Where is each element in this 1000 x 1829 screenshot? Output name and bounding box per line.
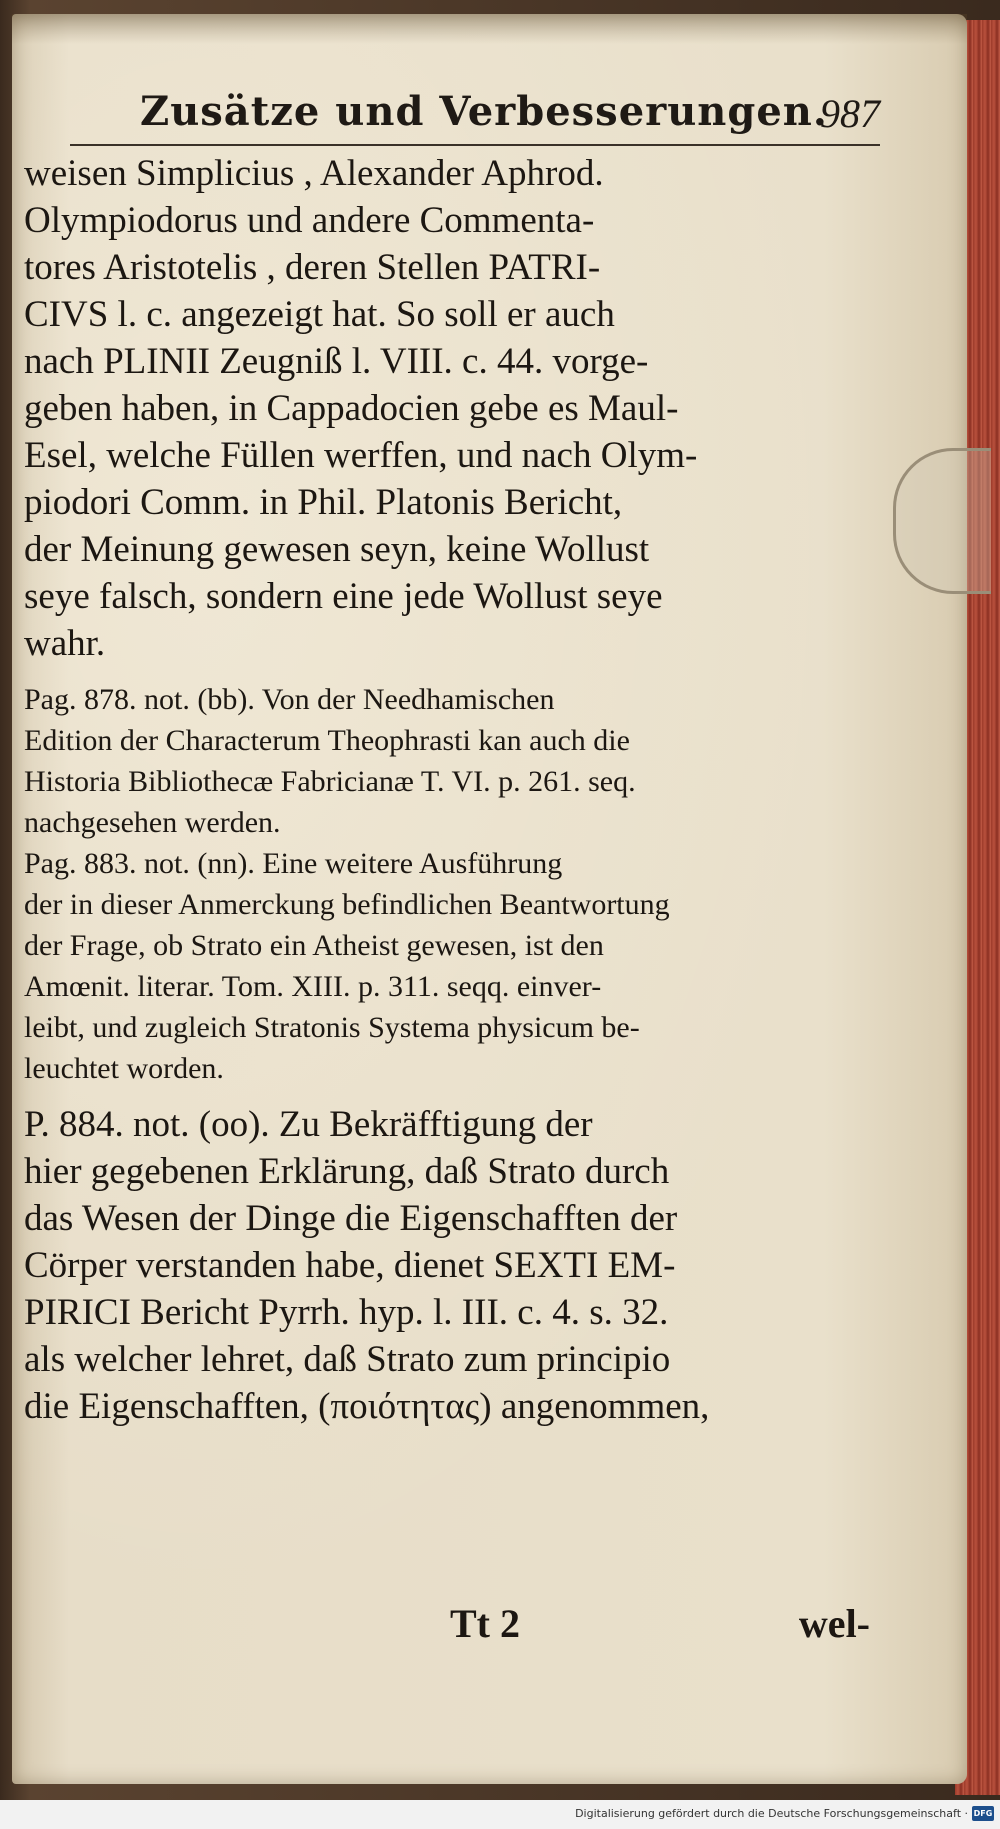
text-line: nach PLINII Zeugniß l. VIII. c. 44. vorge- <box>24 341 649 382</box>
text-line: Pag. 878. not. (bb). Von der Needhamischen <box>24 683 555 716</box>
signature-mark: Tt 2 <box>450 1601 520 1646</box>
text-line: seye falsch, sondern eine jede Wollust seye <box>24 576 663 617</box>
paragraph-gap <box>24 667 864 679</box>
footer-bar <box>0 1800 1000 1829</box>
text-line: als welcher lehret, daß Strato zum principio <box>24 1339 671 1380</box>
text-line: Amœnit. literar. Tom. XIII. p. 311. seqq. einver- <box>24 970 602 1003</box>
text-line: die Eigenschafften, (ποιότητας) angenommen, <box>24 1386 710 1427</box>
text-line: weisen Simplicius , Alexander Aphrod. <box>24 153 604 194</box>
text-line: Olympiodorus und andere Commenta- <box>24 200 595 241</box>
running-head <box>70 88 880 146</box>
text-line: der in dieser Anmerckung befindlichen Beantwortung <box>24 888 670 921</box>
text-line: tores Aristotelis , deren Stellen PATRI- <box>24 247 601 288</box>
text-line: Historia Bibliothecæ Fabricianæ T. VI. p. 261. seq. <box>24 765 636 798</box>
running-head-title: Zusätze und Verbesserungen. <box>140 88 828 135</box>
text-line: CIVS l. c. angezeigt hat. So soll er auch <box>24 294 615 335</box>
body-text <box>24 150 864 1430</box>
text-line: leibt, und zugleich Stratonis Systema physicum be- <box>24 1011 640 1044</box>
text-line: P. 884. not. (oo). Zu Bekräfftigung der <box>24 1104 593 1145</box>
dfg-logo: DFG <box>972 1806 994 1821</box>
text-line: Esel, welche Füllen werffen, und nach Olym- <box>24 435 698 476</box>
text-line: nachgesehen werden. <box>24 806 281 839</box>
text-line: hier gegebenen Erklärung, daß Strato durch <box>24 1151 670 1192</box>
text-line: das Wesen der Dinge die Eigenschafften der <box>24 1198 678 1239</box>
text-line: wahr. <box>24 623 106 664</box>
text-line: leuchtet worden. <box>24 1052 224 1085</box>
text-line: der Meinung gewesen seyn, keine Wollust <box>24 529 650 570</box>
bookmark-tab <box>893 448 991 594</box>
paragraph-gap <box>24 1089 864 1101</box>
text-line: geben haben, in Cappadocien gebe es Maul- <box>24 388 679 429</box>
text-line: Edition der Characterum Theophrasti kan auch die <box>24 724 630 757</box>
text-line: Pag. 883. not. (nn). Eine weitere Ausführung <box>24 847 563 880</box>
text-line: PIRICI Bericht Pyrrh. hyp. l. III. c. 4. s. 32. <box>24 1292 669 1333</box>
catchword: wel- <box>798 1601 870 1646</box>
footer-credit: Digitalisierung gefördert durch die Deutsche Forschungsgemeinschaft · <box>575 1807 968 1820</box>
text-line: Cörper verstanden habe, dienet SEXTI EM- <box>24 1245 676 1286</box>
text-line: der Frage, ob Strato ein Atheist gewesen, ist den <box>24 929 604 962</box>
page-number: 987 <box>820 91 880 136</box>
text-line: piodori Comm. in Phil. Platonis Bericht, <box>24 482 623 523</box>
catchline <box>450 1600 870 1650</box>
page-shadow <box>12 14 967 44</box>
